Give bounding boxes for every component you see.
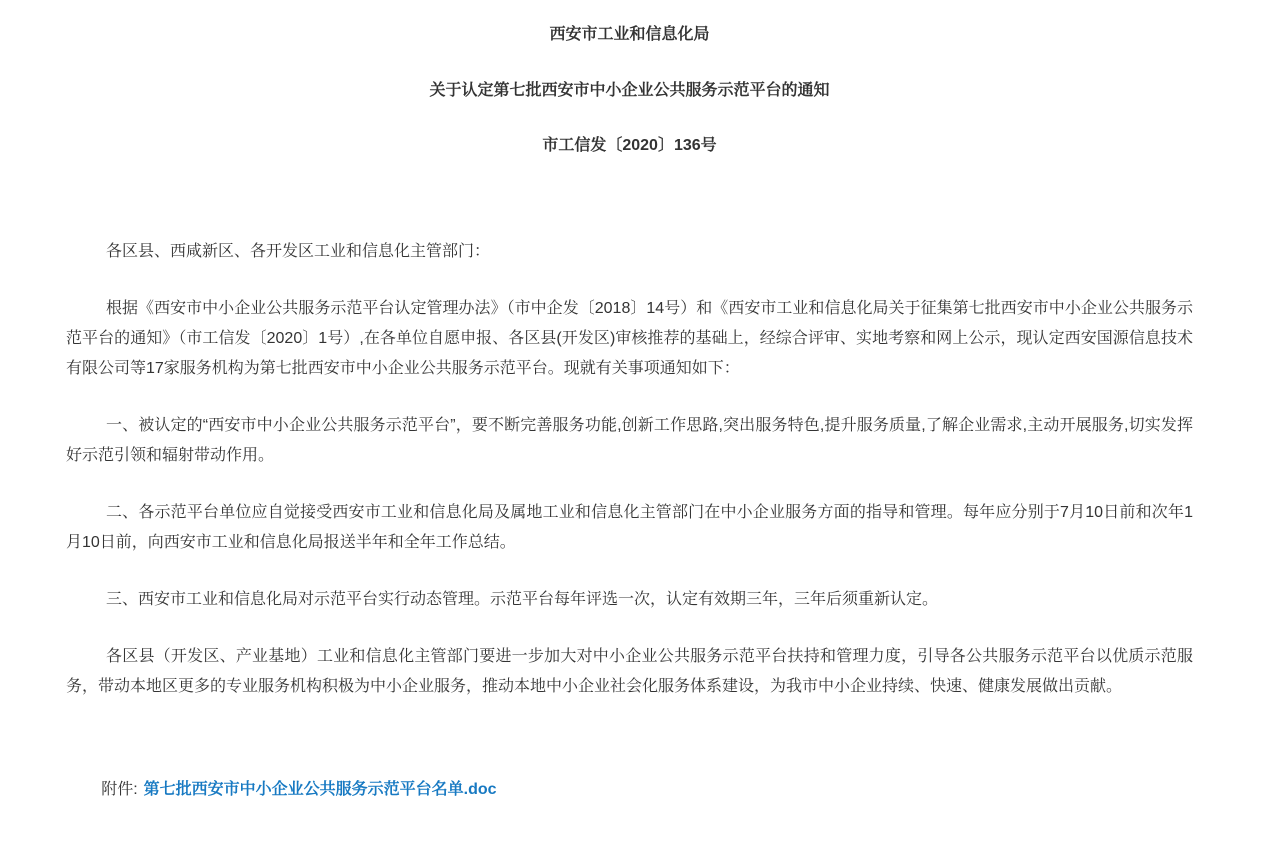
paragraph-item-3: 三、西安市工业和信息化局对示范平台实行动态管理。示范平台每年评选一次，认定有效期三年，三年后须重新认定。 bbox=[106, 591, 939, 608]
document-number: 市工信发〔2020〕136号 bbox=[542, 137, 717, 154]
document-title: 关于认定第七批西安市中小企业公共服务示范平台的通知 bbox=[429, 82, 830, 99]
attachment-link[interactable]: 第七批西安市中小企业公共服务示范平台名单.doc bbox=[143, 781, 497, 798]
document-body bbox=[66, 237, 1193, 805]
paragraph-closing: 各区县（开发区、产业基地）工业和信息化主管部门要进一步加大对中小企业公共服务示范平台扶持和管理力度，引导各公共服务示范平台以优质示范服务，带动本地区更多的专业服务机构积极为中小企业服务，推动本地中小企业社会化服务体系建设，为我市中小企业持续、快速、健康发展做出贡献。 bbox=[66, 648, 1193, 695]
org-title: 西安市工业和信息化局 bbox=[549, 26, 710, 43]
paragraph-basis: 根据《西安市中小企业公共服务示范平台认定管理办法》（市中企发〔2018〕14号）和《西安市工业和信息化局关于征集第七批西安市中小企业公共服务示范平台的通知》（市工信发〔2020〕1号）,在各单位自愿申报、各区县(开发区)审核推荐的基础上，经综合评审、实地考察和网上公示，现认定西安国源信息技术有限公司等17家服务机构为第七批西安市中小企业公共服务示范平台。现就有关事项通知如下： bbox=[66, 300, 1193, 377]
attachment-label: 附件: bbox=[101, 781, 138, 798]
document-header bbox=[66, 20, 1193, 161]
attachment-line bbox=[66, 775, 1193, 805]
salutation: 各区县、西咸新区、各开发区工业和信息化主管部门： bbox=[106, 243, 491, 260]
paragraph-item-2: 二、各示范平台单位应自觉接受西安市工业和信息化局及属地工业和信息化主管部门在中小企业服务方面的指导和管理。每年应分别于7月10日前和次年1月10日前，向西安市工业和信息化局报送半年和全年工作总结。 bbox=[66, 504, 1193, 551]
paragraph-item-1: 一、被认定的“西安市中小企业公共服务示范平台”，要不断完善服务功能,创新工作思路,突出服务特色,提升服务质量,了解企业需求,主动开展服务,切实发挥好示范引领和辐射带动作用。 bbox=[66, 417, 1193, 464]
